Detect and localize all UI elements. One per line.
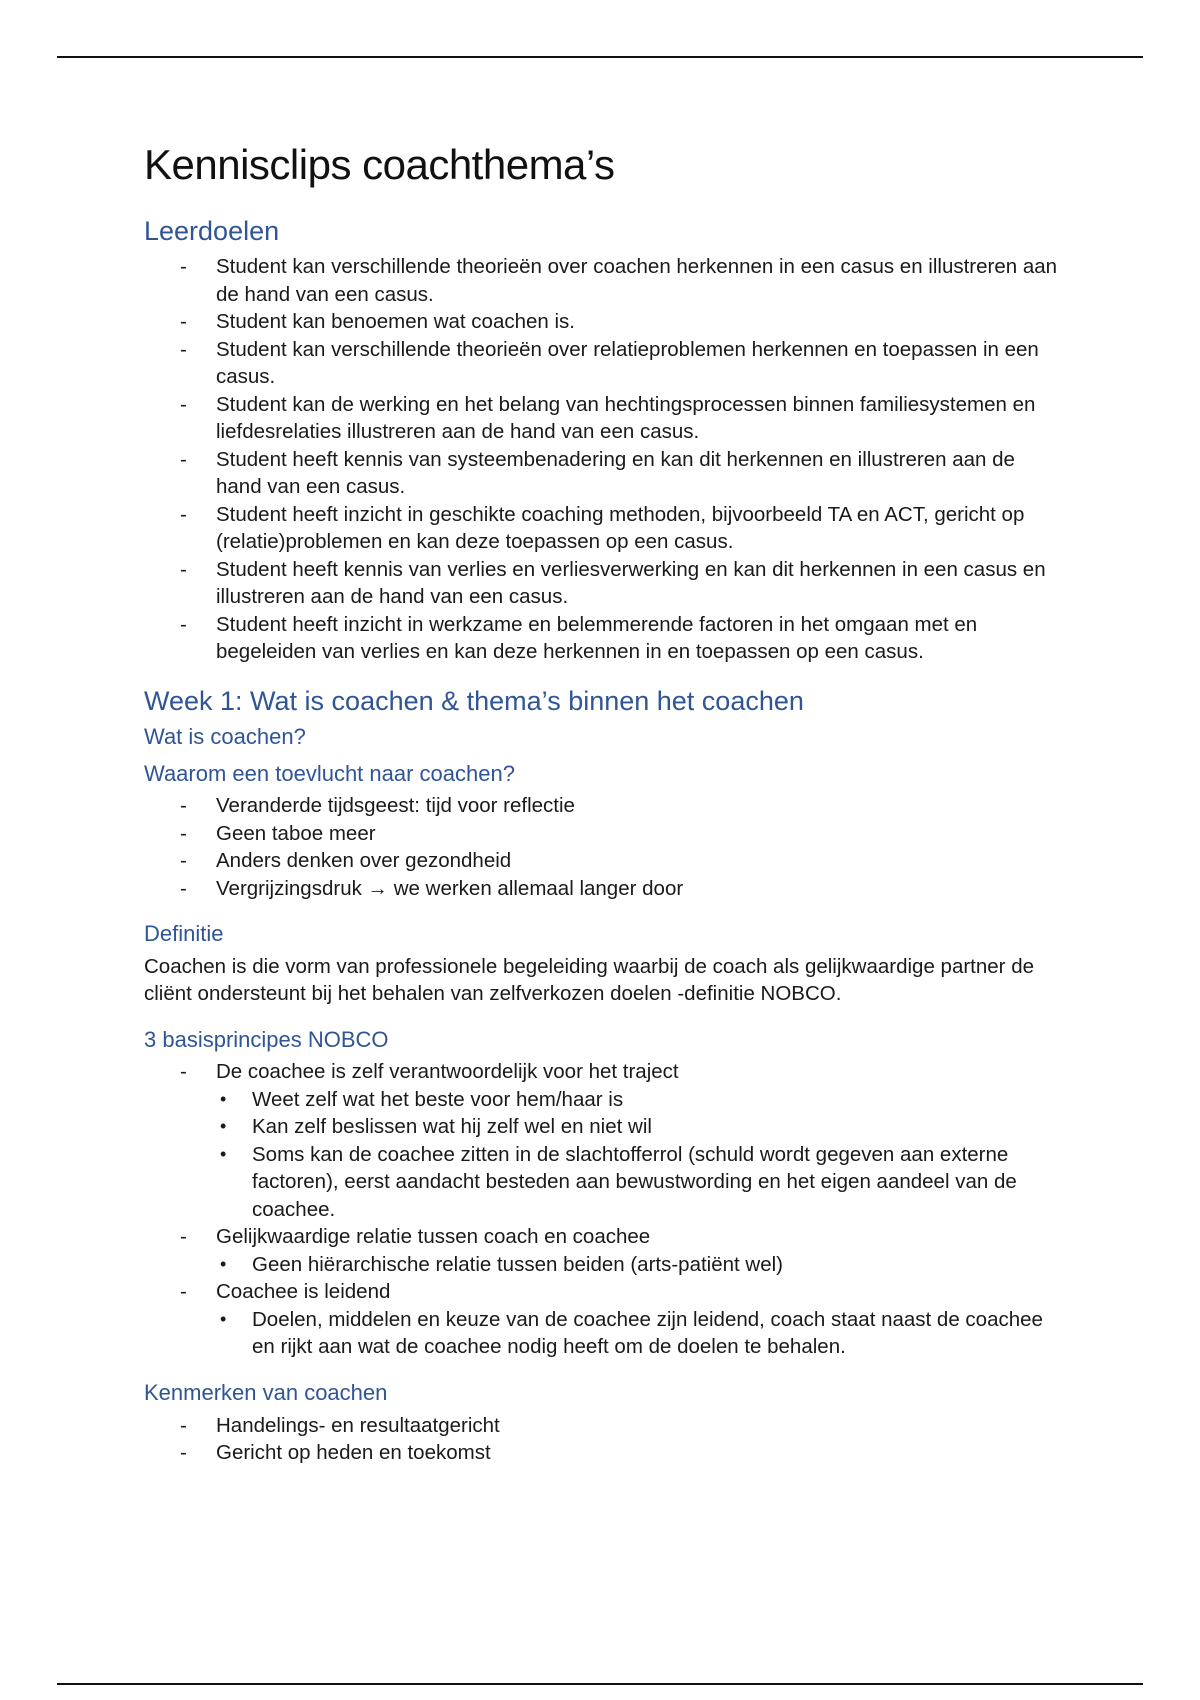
list-item [144,1058,1064,1223]
document-page [144,140,1064,1467]
list-item [144,1439,1064,1467]
wat-is-coachen-heading: Wat is coachen? [144,724,306,750]
list-item-text: Handelings- en resultaatgericht [216,1413,500,1437]
dash-marker: - [180,794,187,818]
list-item [144,446,1064,501]
waarom-list [144,792,1064,902]
dash-marker: - [180,849,187,873]
bullet-marker: • [220,1088,227,1109]
dash-marker: - [180,1441,187,1465]
list-item-text: Gericht op heden en toekomst [216,1441,491,1465]
sub-list-item [216,1306,1064,1361]
dash-marker: - [180,1280,187,1304]
list-item-text: Student heeft kennis van systeembenadering en kan dit herkennen en illustreren aan de hand van een casus. [216,447,1015,499]
list-item-text: Anders denken over gezondheid [216,849,512,873]
list-item [144,1278,1064,1361]
list-item [144,1223,1064,1278]
sub-list-item-text: Doelen, middelen en keuze van de coachee zijn leidend, coach staat naast de coachee en rijkt aan wat de coachee nodig heeft om de doelen te behalen. [252,1307,1043,1359]
list-item [144,611,1064,666]
list-item-text: Student kan de werking en het belang van hechtingsprocessen binnen familiesystemen en liefdesrelaties illustreren aan de hand van een casus. [216,392,1036,444]
list-item-text: Vergrijzingsdruk → we werken allemaal langer door [216,876,684,900]
dash-marker: - [180,876,187,900]
list-item-text: Student kan verschillende theorieën over relatieproblemen herkennen en toepassen in een casus. [216,337,1039,389]
sub-list-item [216,1113,1064,1141]
list-item-text: Student heeft kennis van verlies en verliesverwerking en kan dit herkennen in een casus en illustreren aan de hand van een casus. [216,557,1046,609]
document-title: Kennisclips coachthema’s [144,141,615,188]
dash-marker: - [180,337,187,361]
kenmerken-list [144,1412,1064,1467]
list-item-text: De coachee is zelf verantwoordelijk voor het traject [216,1060,679,1084]
list-item [144,501,1064,556]
sub-list-item [216,1086,1064,1114]
bullet-marker: • [220,1308,227,1329]
dash-marker: - [180,310,187,334]
sub-list [216,1251,1064,1279]
list-item [144,336,1064,391]
list-item-text: Veranderde tijdsgeest: tijd voor reflectie [216,794,575,818]
dash-marker: - [180,1413,187,1437]
definitie-heading: Definitie [144,921,224,947]
dash-marker: - [180,447,187,471]
sub-list-item [216,1141,1064,1224]
bullet-marker: • [220,1143,227,1164]
kenmerken-heading: Kenmerken van coachen [144,1379,388,1405]
bullet-marker: • [220,1253,227,1274]
sub-list-item-text: Soms kan de coachee zitten in de slachtofferrol (schuld wordt gegeven aan externe factoren), eerst aandacht besteden aan bewustwording en het eigen aandeel van de coachee. [252,1142,1017,1221]
footer-rule [57,1683,1143,1685]
leerdoelen-list [144,253,1064,666]
sub-list [216,1086,1064,1224]
dash-marker: - [180,557,187,581]
sub-list-item-text: Geen hiërarchische relatie tussen beiden (arts-patiënt wel) [252,1252,783,1276]
list-item [144,847,1064,875]
list-item [144,556,1064,611]
waarom-heading: Waarom een toevlucht naar coachen? [144,760,515,786]
list-item [144,253,1064,308]
list-item-text: Student kan verschillende theorieën over coachen herkennen in een casus en illustreren aan de hand van een casus. [216,255,1058,306]
list-item [144,792,1064,820]
dash-marker: - [180,821,187,845]
sub-list-item-text: Weet zelf wat het beste voor hem/haar is [252,1087,624,1111]
week1-heading: Week 1: Wat is coachen & thema’s binnen het coachen [144,685,804,716]
header-rule [57,56,1143,58]
dash-marker: - [180,1060,187,1084]
list-item-text: Geen taboe meer [216,821,376,845]
sub-list-item [216,1251,1064,1279]
list-item-text: Coachee is leidend [216,1280,391,1304]
sub-list-item-text: Kan zelf beslissen wat hij zelf wel en niet wil [252,1115,652,1139]
dash-marker: - [180,502,187,526]
list-item [144,391,1064,446]
definitie-text: Coachen is die vorm van professionele begeleiding waarbij de coach als gelijkwaardige partner de cliënt ondersteunt bij het behalen van zelfverkozen doelen -definitie NOBCO. [144,954,1034,1006]
list-item-text: Student heeft inzicht in werkzame en belemmerende factoren in het omgaan met en begeleiden van verlies en kan deze herkennen in en toepassen op een casus. [216,612,978,664]
list-item-text: Gelijkwaardige relatie tussen coach en coachee [216,1225,651,1249]
dash-marker: - [180,612,187,636]
basisprincipes-heading: 3 basisprincipes NOBCO [144,1026,389,1052]
sub-list [216,1306,1064,1361]
list-item [144,308,1064,336]
dash-marker: - [180,255,187,279]
list-item [144,1412,1064,1440]
leerdoelen-heading: Leerdoelen [144,216,280,247]
bullet-marker: • [220,1116,227,1137]
list-item-text: Student heeft inzicht in geschikte coaching methoden, bijvoorbeeld TA en ACT, gericht op (relatie)problemen en kan deze toepassen op een casus. [216,502,1025,554]
list-item [144,875,1064,903]
list-item [144,820,1064,848]
dash-marker: - [180,392,187,416]
list-item-text: Student kan benoemen wat coachen is. [216,310,575,334]
basisprincipes-list [144,1058,1064,1361]
dash-marker: - [180,1225,187,1249]
